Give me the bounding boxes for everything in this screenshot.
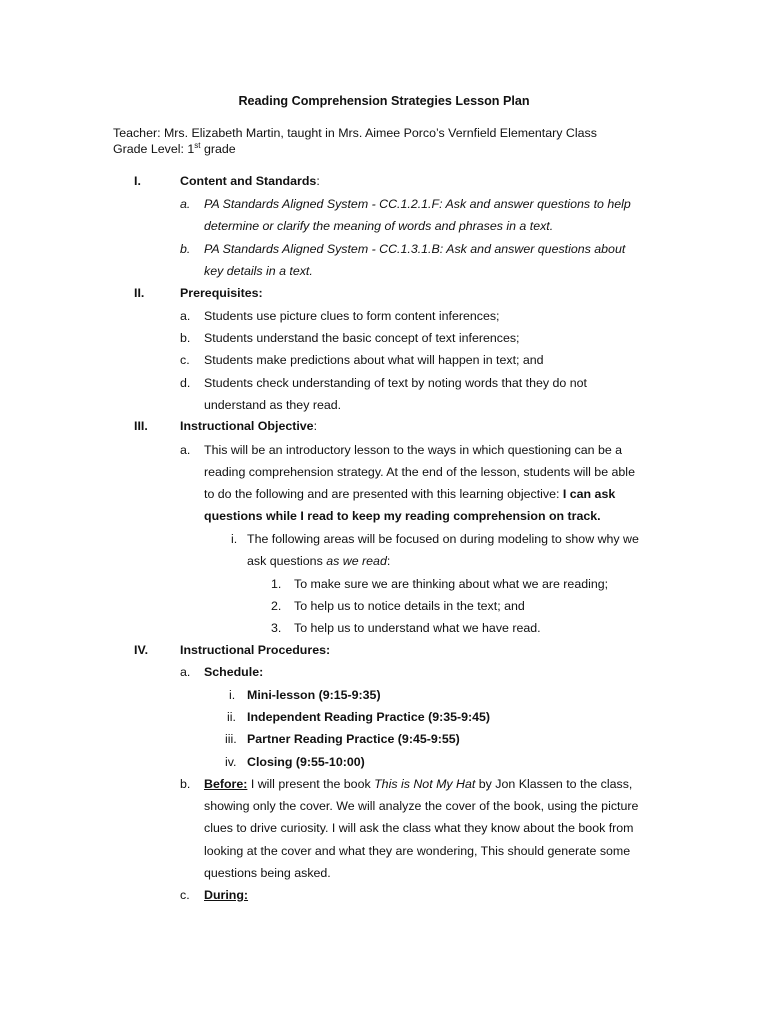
section-2-d-label: d. <box>180 376 191 390</box>
section-1-b-label: b. <box>180 242 191 256</box>
section-4-c-label: c. <box>180 888 190 902</box>
section-2-a: Students use picture clues to form content inferences; <box>204 309 500 323</box>
section-1-b-line2: key details in a text. <box>204 264 313 278</box>
section-3-a-line3 <box>204 487 615 501</box>
schedule-heading: Schedule: <box>204 665 264 679</box>
learning-objective-end: questions while I read to keep my reading comprehension on track. <box>204 509 601 523</box>
schedule-iv: Closing (9:55-10:00) <box>247 755 365 769</box>
section-4-b-line2: showing only the cover. We will analyze the cover of the book, using the picture <box>204 799 639 813</box>
section-1-a-line2: determine or clarify the meaning of words and phrases in a text. <box>204 219 554 233</box>
section-4-a-label: a. <box>180 665 191 679</box>
schedule-i-label: i. <box>229 688 236 702</box>
schedule-ii-label: ii. <box>227 710 236 724</box>
section-4-heading: Instructional Procedures: <box>180 643 331 657</box>
section-1-colon: : <box>316 174 320 188</box>
section-4-b-line5: questions being asked. <box>204 866 331 880</box>
section-3-a-line2: reading comprehension strategy. At the end of the lesson, students will be able <box>204 465 635 479</box>
section-3-i-line1: The following areas will be focused on during modeling to show why we <box>247 532 639 546</box>
learning-objective-start: I can ask <box>562 487 616 501</box>
section-1-b-line1: PA Standards Aligned System - CC.1.3.1.B: Ask and answer questions about <box>204 242 626 256</box>
section-2-b: Students understand the basic concept of text inferences; <box>204 331 520 345</box>
before-line1-pre: I will present the book <box>247 777 375 791</box>
section-3-n1-label: 1. <box>271 577 282 591</box>
section-3-a-line3-text: to do the following and are presented with this learning objective: <box>204 487 563 501</box>
section-2-number: II. <box>134 286 145 300</box>
section-2-c: Students make predictions about what will happen in text; and <box>204 353 544 367</box>
section-3-n1: To make sure we are thinking about what we are reading; <box>294 577 609 591</box>
section-4-b-line1 <box>204 777 632 791</box>
section-3-i-line2-end: : <box>386 554 391 568</box>
section-3-n3-label: 3. <box>271 621 282 635</box>
section-4-number: IV. <box>134 643 149 657</box>
section-4-b-label: b. <box>180 777 191 791</box>
section-3-i-line2-italic: as we read <box>326 554 387 568</box>
grade-sup: st <box>194 141 201 150</box>
section-3-colon: : <box>313 419 318 433</box>
section-1-heading-text: Content and Standards <box>180 174 317 188</box>
section-3-heading <box>180 419 317 433</box>
section-2-a-label: a. <box>180 309 191 323</box>
before-line1-post: by Jon Klassen to the class, <box>475 777 633 791</box>
section-3-n3: To help us to understand what we have read. <box>294 621 541 635</box>
section-2-c-label: c. <box>180 353 190 367</box>
section-3-n2: To help us to notice details in the text; and <box>294 599 525 613</box>
during-heading: During: <box>204 888 249 902</box>
section-1-heading <box>180 174 320 188</box>
grade-level <box>113 141 236 156</box>
schedule-iii-label: iii. <box>225 732 237 746</box>
grade-prefix: Grade Level: 1 <box>113 142 195 156</box>
section-3-number: III. <box>134 419 148 433</box>
section-3-a-line1: This will be an introductory lesson to the ways in which questioning can be a <box>204 443 623 457</box>
section-1-a-line1: PA Standards Aligned System - CC.1.2.1.F: Ask and answer questions to help <box>204 197 631 211</box>
section-4-b-line4: looking at the cover and what they are wondering, This should generate some <box>204 844 631 858</box>
before-heading: Before: <box>204 777 248 791</box>
section-2-b-label: b. <box>180 331 191 345</box>
schedule-iv-label: iv. <box>225 755 237 769</box>
section-2-d-line2: understand as they read. <box>204 398 342 412</box>
teacher-line: Teacher: Mrs. Elizabeth Martin, taught in Mrs. Aimee Porco’s Vernfield Elementary Class <box>113 126 597 140</box>
section-2-heading: Prerequisites: <box>180 286 263 300</box>
section-3-heading-text: Instructional Objective <box>180 419 314 433</box>
book-title: This is Not My Hat <box>374 777 476 791</box>
schedule-iii: Partner Reading Practice (9:45-9:55) <box>247 732 460 746</box>
section-4-b-line3: clues to drive curiosity. I will ask the class what they know about the book from <box>204 821 634 835</box>
grade-suffix: grade <box>200 142 236 156</box>
section-2-d-line1: Students check understanding of text by noting words that they do not <box>204 376 587 390</box>
section-3-a-label: a. <box>180 443 191 457</box>
section-3-i-label: i. <box>231 532 238 546</box>
section-3-n2-label: 2. <box>271 599 282 613</box>
page-title: Reading Comprehension Strategies Lesson Plan <box>238 94 530 108</box>
schedule-i: Mini-lesson (9:15-9:35) <box>247 688 381 702</box>
section-1-a-label: a. <box>180 197 191 211</box>
section-3-i-line2 <box>247 554 390 568</box>
section-1-number: I. <box>134 174 141 188</box>
schedule-ii: Independent Reading Practice (9:35-9:45) <box>247 710 491 724</box>
section-3-i-line2-text: ask questions <box>247 554 327 568</box>
